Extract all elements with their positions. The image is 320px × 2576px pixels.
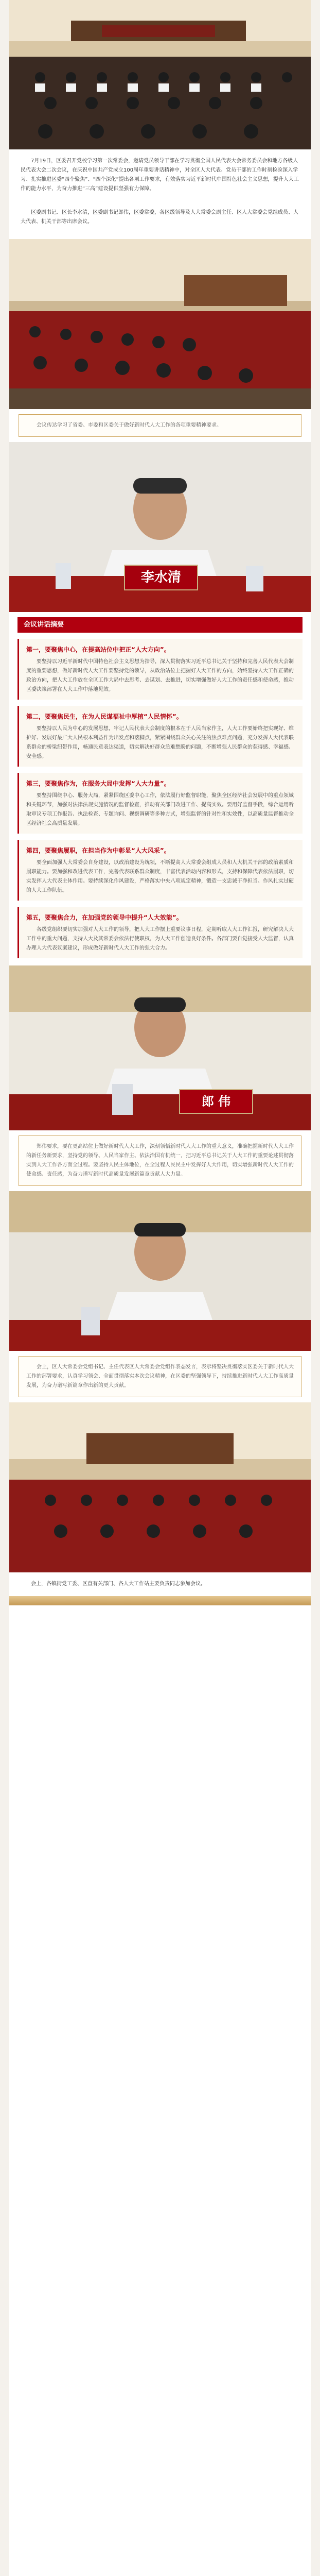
section-2-body: 要坚持以人民为中心的发展思想，牢记人民代表大会制度的根本在于人民当家作主，人大工作要始终把实现好、维护好、发展好最广大人民根本利益作为出发点和落脚点，紧紧围绕群众关心关注的热点难点问题，充分发挥人大代表联系群众的桥梁纽带作用，畅通民意表达渠道，切实解决好群众急难愁盼的问题，不断增强人民群众的获得感、幸福感、安全感。 <box>26 726 294 759</box>
speaker-photo-2 <box>9 965 311 1130</box>
meeting-photo-2 <box>9 239 311 409</box>
bottom-decoration <box>9 1596 311 1605</box>
caption-1: 会议传达学习了省委、市委和区委关于做好新时代人大工作的各项重要精神要求。 <box>19 414 301 437</box>
section-5 <box>17 907 303 958</box>
caption-3: 会上，区人大常委会党组书记、主任代表区人大常委会党组作表态发言，表示将坚决贯彻落实区委关于新时代人大工作的部署要求，认真学习领会、全面贯彻落实本次会议精神，在区委的坚强领导下，持续推进新时代人大工作高质量发展，为奋力谱写新篇章作出新的更大贡献。 <box>19 1356 301 1397</box>
section-4-body: 要全面加强人大常委会自身建设，以政治建设为统领，不断提高人大常委会组成人员和人大机关干部的政治素质和履职能力。要加强和改进代表工作，完善代表联系群众制度，丰富代表活动内容和形式，支持和保障代表依法履职，切实发挥人大代表主体作用。要持续深化作风建设，严格落实中央八项规定精神，锻造一支忠诚干净担当、作风扎实过硬的人大工作队伍。 <box>26 860 294 893</box>
section-2-title: 第二，要聚焦民生，在为人民谋福祉中厚植“人民情怀”。 <box>26 713 183 720</box>
article-page <box>9 0 311 2576</box>
caption-4: 会上，各镇街党工委、区直有关部门、各人大工作站主要负责同志参加会议。 <box>31 1581 206 1587</box>
section-1-title: 第一，要聚焦中心，在提高站位中把正“人大方向”。 <box>26 646 170 653</box>
speaker-image-2 <box>9 965 311 1130</box>
meeting-photo-3 <box>9 1402 311 1572</box>
section-3-body: 要坚持围绕中心、服务大局，紧紧围绕区委中心工作，依法履行好监督职能，聚焦全区经济社会发展中的重点领域和关键环节，加强对法律法规实施情况的监督检查，推动有关部门改进工作、提高实效。要用好监督手段，综合运用听取审议专项工作报告、执法检查、专题询问、视察调研等多种方式，增强监督的针对性和实效性，以高质量监督推动全区经济社会高质量发展。 <box>26 793 294 826</box>
section-3-title: 第三，要聚焦作为，在服务大局中发挥“人大力量”。 <box>26 780 170 787</box>
section-header: 会议讲话摘要 <box>17 617 303 633</box>
speaker-image-3 <box>9 1191 311 1351</box>
meeting-hall-back-image <box>9 1402 311 1572</box>
speaker-photo-1 <box>9 442 311 612</box>
section-5-title: 第五，要聚焦合力，在加强党的领导中提升“人大效能”。 <box>26 914 183 921</box>
section-4-title: 第四，要聚焦履职，在担当作为中彰显“人大风采”。 <box>26 847 170 854</box>
intro-paragraph-1: 7月19日，区委召开党校学习第一次常委会，邀请党员领导干部在学习贯彻全国人民代表大会常务委员会和地方各级人民代表大会二次会议，在庆祝中国共产党成立100周年重要讲话精神中，对全区人大代表、党员干部的工作时刻检验深入学习、扎实推进区委“四个聚焦”、“四个深化”提出各项工作要求，有效落实习近平新时代中国特色社会主义思想，提升人大工作的能力水平，为奋力推进“三高”建设提供坚强有力保障。 <box>21 158 299 192</box>
meeting-photo-1 <box>9 0 311 149</box>
section-5-body: 各级党组织要切实加强对人大工作的领导，把人大工作摆上重要议事日程，定期听取人大工作汇报，研究解决人大工作中的重大问题，支持人大及其常委会依法行使职权，为人大工作创造良好条件。各部门要自觉接受人大监督，认真办理人大代表议案建议，形成做好新时代人大工作的强大合力。 <box>26 927 294 951</box>
meeting-hall-side-image <box>9 239 311 409</box>
speaker-photo-3 <box>9 1191 311 1351</box>
section-1 <box>17 639 303 700</box>
section-4 <box>17 840 303 901</box>
nameplate-speaker-2: 郎 伟 <box>179 1089 253 1114</box>
meeting-hall-image <box>9 0 311 149</box>
section-1-body: 要坚持以习近平新时代中国特色社会主义思想为指导，深入贯彻落实习近平总书记关于坚持和完善人民代表大会制度的重要思想，做好新时代人大工作要坚持党的领导，从政治站位上把握好人大工作的方向，始终坚持人大工作正确的政治方向，把人大工作放在全区工作大局中去思考、去谋划、去推进，切实增强做好人大工作的责任感和使命感，推动区委决策部署在人大工作中落地见效。 <box>26 659 294 692</box>
intro-paragraph-2: 区委副书记、区长李水清，区委副书记郎伟，区委常委，各区级领导及人大常委会副主任、区人大常委会党组成员、人大代表、机关干部等出席会议。 <box>21 210 298 225</box>
nameplate-speaker-1: 李水清 <box>124 565 198 590</box>
section-3 <box>17 773 303 834</box>
section-2 <box>17 706 303 767</box>
caption-2: 郑伟要求，要在更高站位上做好新时代人大工作，深刻领悟新时代人大工作的重大意义，准确把握新时代人大工作的新任务新要求，坚持党的领导、人民当家作主、依法治国有机统一，把习近平总书记关于人大工作的重要论述贯彻落实到人大工作各方面全过程。要坚持人民主体地位，在全过程人民民主中发挥好人大作用，切实增强新时代人大工作的使命感、责任感，为奋力谱写新时代高质量发展新篇章贡献人大力量。 <box>19 1136 301 1186</box>
